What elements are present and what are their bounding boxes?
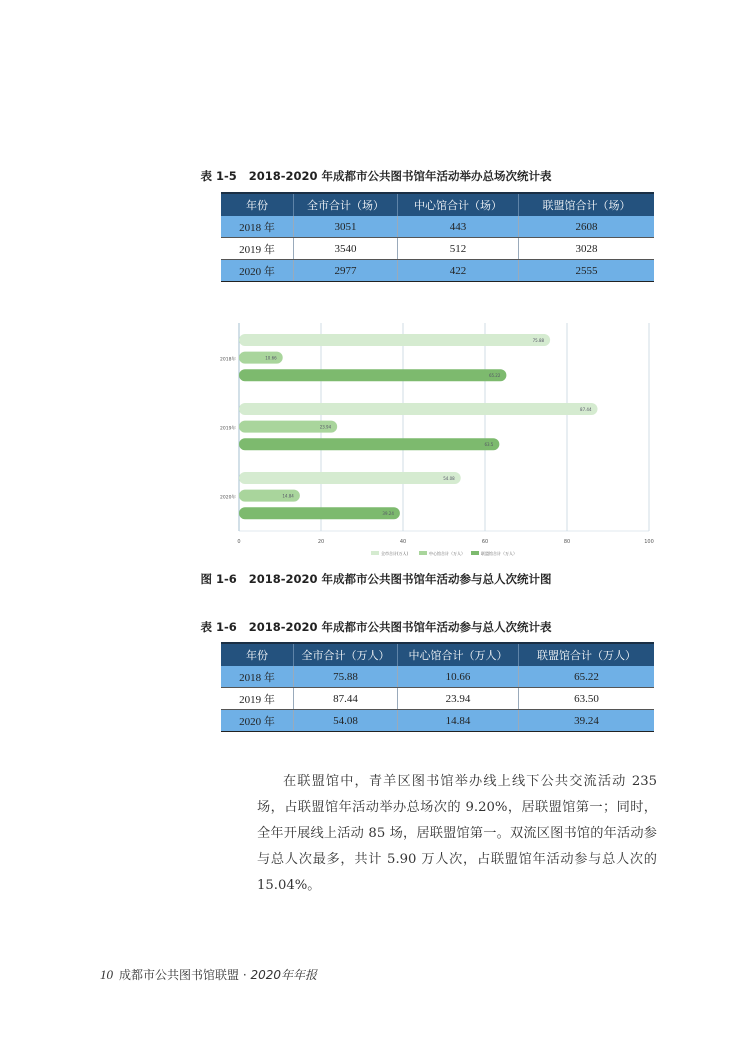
table-cell: 63.50 <box>519 688 655 710</box>
table-cell: 14.84 <box>398 710 519 732</box>
table-cell: 422 <box>398 260 519 282</box>
table-cell: 2608 <box>519 216 655 238</box>
bar <box>239 369 506 381</box>
table-row <box>221 216 654 238</box>
table-cell: 2018 年 <box>221 666 294 688</box>
bar <box>239 403 598 415</box>
table-cell: 2019 年 <box>221 688 294 710</box>
table-row <box>221 260 654 282</box>
bar-chart <box>216 318 666 564</box>
table-cell: 65.22 <box>519 666 655 688</box>
page-number: 10 <box>100 967 113 982</box>
bar-data-label: 10.66 <box>265 355 277 361</box>
table2-header: 年份 <box>221 643 294 666</box>
bar-data-label: 87.44 <box>580 407 592 412</box>
figure-caption <box>0 571 752 587</box>
table-row <box>221 666 654 688</box>
y-category-label: 2018年 <box>220 357 236 363</box>
bar-data-label: 65.22 <box>488 373 501 379</box>
legend-swatch <box>471 551 479 555</box>
table-cell: 3028 <box>519 238 655 260</box>
table-cell: 23.94 <box>398 688 519 710</box>
table-cell: 443 <box>398 216 519 238</box>
table2 <box>221 642 654 732</box>
legend-swatch <box>371 551 379 555</box>
table2-header: 联盟馆合计（万人） <box>519 643 655 666</box>
table1-header: 联盟馆合计（场） <box>519 193 655 216</box>
bar <box>239 507 400 519</box>
table-cell: 54.08 <box>294 710 398 732</box>
y-category-label: 2019年 <box>220 426 236 432</box>
table1-caption-title: 2018-2020 年成都市公共图书馆年活动举办总场次统计表 <box>248 169 552 183</box>
legend-swatch <box>419 551 427 555</box>
table-cell: 2977 <box>294 260 398 282</box>
table2-caption-label: 表 1-6 <box>200 620 237 634</box>
table-cell: 39.24 <box>519 710 655 732</box>
table-cell: 3540 <box>294 238 398 260</box>
table-cell: 512 <box>398 238 519 260</box>
x-tick-label: 80 <box>563 539 571 545</box>
table-cell: 87.44 <box>294 688 398 710</box>
table-row <box>221 238 654 260</box>
bar-data-label: 75.88 <box>532 338 545 343</box>
page-footer <box>100 966 317 983</box>
bar <box>239 438 499 450</box>
legend-label: 联盟馆合计（万人） <box>481 551 517 556</box>
bar-data-label: 23.94 <box>319 424 332 430</box>
table-cell: 2018 年 <box>221 216 294 238</box>
table1-header: 中心馆合计（场） <box>398 193 519 216</box>
figure-caption-title: 2018-2020 年成都市公共图书馆年活动参与总人次统计图 <box>248 572 552 586</box>
table-cell: 2555 <box>519 260 655 282</box>
table2-header: 全市合计（万人） <box>294 643 398 666</box>
table1-header: 全市合计（场） <box>294 193 398 216</box>
table-cell: 75.88 <box>294 666 398 688</box>
table-row <box>221 710 654 732</box>
bar-data-label: 54.08 <box>443 476 455 481</box>
table-cell: 3051 <box>294 216 398 238</box>
table-cell: 10.66 <box>398 666 519 688</box>
bar <box>239 472 461 484</box>
y-category-label: 2020年 <box>220 495 236 501</box>
table2-caption-title: 2018-2020 年成都市公共图书馆年活动参与总人次统计表 <box>248 620 552 634</box>
bar-data-label: 63.5 <box>484 442 494 448</box>
table1-caption <box>0 168 752 184</box>
table1 <box>221 192 654 282</box>
table2-caption <box>0 619 752 635</box>
bar <box>239 334 550 346</box>
table2-header-row <box>221 643 654 666</box>
table-cell: 2019 年 <box>221 238 294 260</box>
legend-label: 全市合计(万人) <box>381 551 409 556</box>
table-cell: 2020 年 <box>221 710 294 732</box>
bar-data-label: 39.24 <box>382 511 394 517</box>
x-tick-label: 0 <box>237 539 241 545</box>
x-tick-label: 100 <box>644 539 654 545</box>
body-paragraph: 在联盟馆中，青羊区图书馆举办线上线下公共交流活动 235 场，占联盟馆年活动举办总场次的 9.20%，居联盟馆第一；同时，全年开展线上活动 85 场，居联盟馆第一。双流区图书馆的年活动参与总人次最多，共计 5.90 万人次，占联盟馆年活动参与总人次的 15.04%。 <box>257 774 657 893</box>
footer-title: 成都市公共图书馆联盟 · <box>119 968 251 982</box>
footer-year-report: 2020年年报 <box>250 968 317 982</box>
table1-caption-label: 表 1-5 <box>200 169 237 183</box>
bar-data-label: 14.84 <box>282 493 294 499</box>
table1-header-row <box>221 193 654 216</box>
table-row <box>221 688 654 710</box>
table-cell: 2020 年 <box>221 260 294 282</box>
x-tick-label: 20 <box>317 539 325 545</box>
figure-caption-label: 图 1-6 <box>200 572 237 586</box>
table1-header: 年份 <box>221 193 294 216</box>
x-tick-label: 60 <box>481 539 489 545</box>
x-tick-label: 40 <box>399 539 407 545</box>
table2-header: 中心馆合计（万人） <box>398 643 519 666</box>
legend-label: 中心馆合计（万人） <box>429 551 465 556</box>
